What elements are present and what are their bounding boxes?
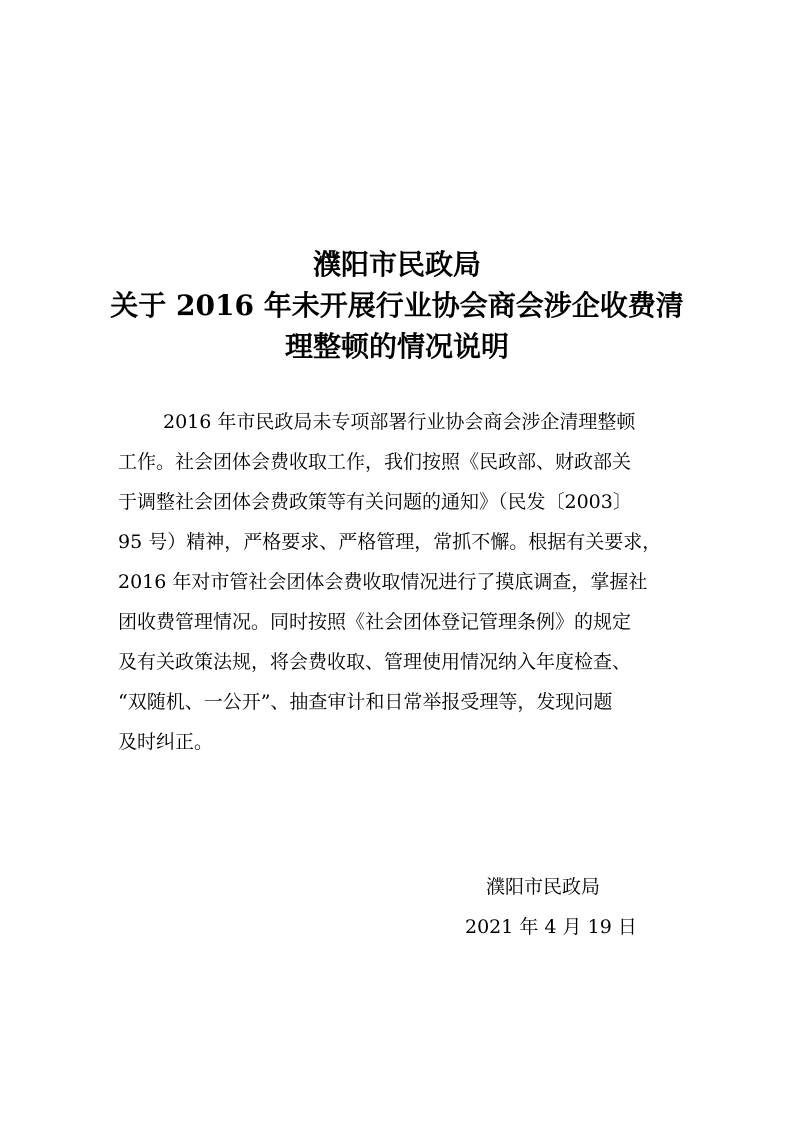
body-line-1: 2016 年市民政局未专项部署行业协会商会涉企清理整顿 xyxy=(163,411,636,433)
body-line-5: 2016 年对市管社会团体会费收取情况进行了摸底调查，掌握社 xyxy=(118,571,648,593)
title-line-2: 关于 2016 年未开展行业协会商会涉企收费清 xyxy=(110,289,684,322)
body-line-2: 工作。社会团体会费收取工作，我们按照《民政部、财政部关 xyxy=(118,451,632,473)
signature-org: 濮阳市民政局 xyxy=(486,876,601,898)
title-line-3: 理整顿的情况说明 xyxy=(284,330,509,363)
body-line-6: 团收费管理情况。同时按照《社会团体登记管理条例》的规定 xyxy=(118,611,632,633)
body-line-7: 及有关政策法规，将会费收取、管理使用情况纳入年度检查、 xyxy=(118,651,632,673)
body-line-4: 95 号）精神，严格要求、严格管理，常抓不懈。根据有关要求， xyxy=(118,531,662,553)
title-line-1: 濮阳市民政局 xyxy=(312,248,481,281)
body-line-8: “双随机、一公开”、抽查审计和日常举报受理等，发现问题 xyxy=(118,691,613,713)
body-line-3: 于调整社会团体会费政策等有关问题的通知》（民发〔2003〕 xyxy=(118,491,632,513)
body-line-9: 及时纠正。 xyxy=(118,731,214,753)
signature-date: 2021 年 4 月 19 日 xyxy=(465,916,637,938)
